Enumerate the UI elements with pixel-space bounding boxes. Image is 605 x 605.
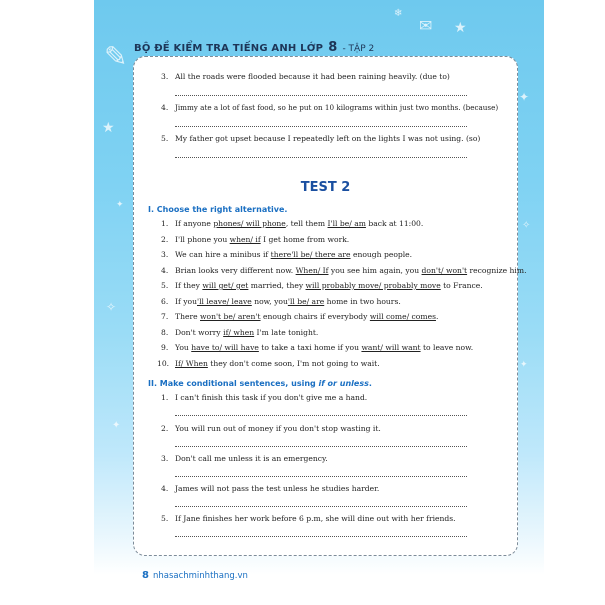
item-number: 5. xyxy=(161,134,169,143)
sentence-fragment: enough people. xyxy=(350,250,413,259)
alternative-choice: When/ If xyxy=(295,265,329,275)
item-number: 3. xyxy=(161,454,169,463)
alternative-choice: will get/ get xyxy=(202,281,249,290)
sentence-fragment: There xyxy=(175,312,200,321)
item-number: 3. xyxy=(161,72,169,81)
star-icon: ✦ xyxy=(520,360,528,370)
star-icon: ✧ xyxy=(522,220,531,231)
item-text: Don't call me unless it is an emergency. xyxy=(175,454,328,463)
star-icon: ★ xyxy=(454,20,467,36)
answer-line xyxy=(175,95,467,96)
star-icon: ✦ xyxy=(519,90,530,104)
sentence-fragment: enough chairs if everybody xyxy=(260,312,370,321)
item-number: 4. xyxy=(161,484,169,493)
alternative-choice: will probably move/ probably move xyxy=(305,281,441,290)
item-number: 1. xyxy=(161,219,169,228)
item-number: 7. xyxy=(161,312,169,321)
sentence-fragment: We can hire a minibus if xyxy=(175,250,271,259)
item-number: 3. xyxy=(161,250,169,259)
item-text xyxy=(175,297,401,307)
item-text: If Jane finishes her work before 6 p.m, she will dine out with her friends. xyxy=(175,514,456,523)
sentence-fragment: they don't come soon, I'm not going to wait. xyxy=(207,358,380,368)
section-label-unless: unless xyxy=(339,379,369,388)
item-text xyxy=(175,359,380,369)
publisher-site: nhasachminhthang.vn xyxy=(152,571,248,581)
alternative-choice: if/ when xyxy=(223,327,255,337)
item-text: You will run out of money if you don't stop wasting it. xyxy=(175,424,381,433)
item-number: 6. xyxy=(161,296,169,306)
item-number: 1. xyxy=(161,393,169,402)
item-text: I can't finish this task if you don't give me a hand. xyxy=(175,393,368,402)
item-number: 5. xyxy=(161,514,169,523)
item-number: 4. xyxy=(161,265,169,275)
section-heading: I. Choose the right alternative. xyxy=(148,205,288,214)
item-text xyxy=(175,250,412,260)
item-text xyxy=(175,281,483,291)
header-title: BỘ ĐỀ KIỂM TRA TIẾNG ANH LỚP xyxy=(134,43,324,54)
item-text: James will not pass the test unless he studies harder. xyxy=(175,484,380,493)
page-number: 8 xyxy=(142,570,149,581)
sentence-fragment: I'm late tonight. xyxy=(254,327,319,337)
sentence-fragment: Don't worry xyxy=(175,327,224,337)
alternative-choice: 'll leave/ leave xyxy=(196,296,252,306)
sentence-fragment: Brian looks very different now. xyxy=(175,265,296,275)
sentence-fragment: to France. xyxy=(440,281,483,290)
sentence-fragment: married, they xyxy=(248,281,306,290)
answer-line xyxy=(175,476,467,477)
item-number: 8. xyxy=(161,327,169,337)
item-text xyxy=(175,343,473,353)
item-number: 2. xyxy=(161,424,169,433)
workbook-page xyxy=(94,0,544,605)
sentence-fragment: I'll phone you xyxy=(175,234,230,244)
item-number: 5. xyxy=(161,281,169,290)
header-subtitle: - TẬP 2 xyxy=(342,44,375,54)
envelope-doodle-icon: ✉ xyxy=(419,16,433,35)
answer-line xyxy=(175,446,467,447)
alternative-choice: want/ will want xyxy=(361,343,421,352)
sentence-fragment: . xyxy=(435,312,439,321)
item-number: 2. xyxy=(161,234,169,244)
item-text xyxy=(175,312,438,322)
item-text: My father got upset because I repeatedly left on the lights I was not using. (so) xyxy=(175,134,481,143)
item-text: Jimmy ate a lot of fast food, so he put on 10 kilograms within just two months. (because) xyxy=(175,103,499,112)
alternative-choice: If/ When xyxy=(175,358,208,368)
sentence-fragment: home in two hours. xyxy=(324,296,401,306)
star-icon: ✧ xyxy=(106,300,117,314)
sentence-fragment: to take a taxi home if you xyxy=(258,343,362,352)
sentence-fragment: If anyone xyxy=(175,219,214,228)
alternative-choice: there'll be/ there are xyxy=(270,250,351,259)
section-heading xyxy=(148,379,372,388)
answer-line xyxy=(175,506,467,507)
sentence-fragment: you see him again, you xyxy=(328,265,422,275)
section-label-text: II. Make conditional sentences, using xyxy=(148,379,319,388)
answer-line xyxy=(175,536,467,537)
item-text: All the roads were flooded because it had been raining heavily. (due to) xyxy=(175,72,450,81)
sentence-fragment: back at 11:00. xyxy=(365,219,424,228)
sentence-fragment: If they xyxy=(175,281,203,290)
star-icon: ★ xyxy=(102,120,115,136)
snowflake-icon: ❄ xyxy=(394,8,403,19)
page-footer xyxy=(142,570,248,581)
item-text xyxy=(175,328,318,338)
answer-line xyxy=(175,415,467,416)
alternative-choice: don't/ won't xyxy=(421,265,468,275)
content-panel xyxy=(133,56,527,556)
section-label-if: if xyxy=(318,379,325,388)
item-text xyxy=(175,266,526,276)
alternative-choice: when/ if xyxy=(229,234,261,244)
sentence-fragment: recognize him. xyxy=(467,265,527,275)
item-number: 9. xyxy=(161,343,169,352)
pencil-doodle-icon: ✎ xyxy=(104,40,128,73)
section-label-or: or xyxy=(324,379,340,388)
answer-line xyxy=(175,126,467,127)
alternative-choice: won't be/ aren't xyxy=(200,312,261,321)
star-icon: ✦ xyxy=(112,420,121,431)
star-icon: ✦ xyxy=(116,200,124,210)
answer-line xyxy=(175,157,467,158)
alternative-choice: have to/ will have xyxy=(191,343,259,352)
sentence-fragment: If you xyxy=(175,296,197,306)
page-header xyxy=(134,36,434,55)
sentence-fragment: I get home from work. xyxy=(260,234,350,244)
alternative-choice: 'll be/ are xyxy=(287,296,325,306)
sentence-fragment: to leave now. xyxy=(420,343,474,352)
sentence-fragment: You xyxy=(175,343,192,352)
item-text xyxy=(175,235,349,245)
alternative-choice: will come/ comes xyxy=(369,312,436,321)
alternative-choice: I'll be/ am xyxy=(327,219,366,228)
alternative-choice: phones/ will phone xyxy=(213,219,286,228)
sentence-fragment: now, you xyxy=(251,296,288,306)
header-grade: 8 xyxy=(328,40,338,55)
item-number: 10. xyxy=(157,358,170,368)
sentence-fragment: , tell them xyxy=(285,219,328,228)
section-label-end: . xyxy=(368,379,372,388)
test-title: TEST 2 xyxy=(300,180,351,195)
item-number: 4. xyxy=(161,103,169,112)
item-text xyxy=(175,219,423,229)
